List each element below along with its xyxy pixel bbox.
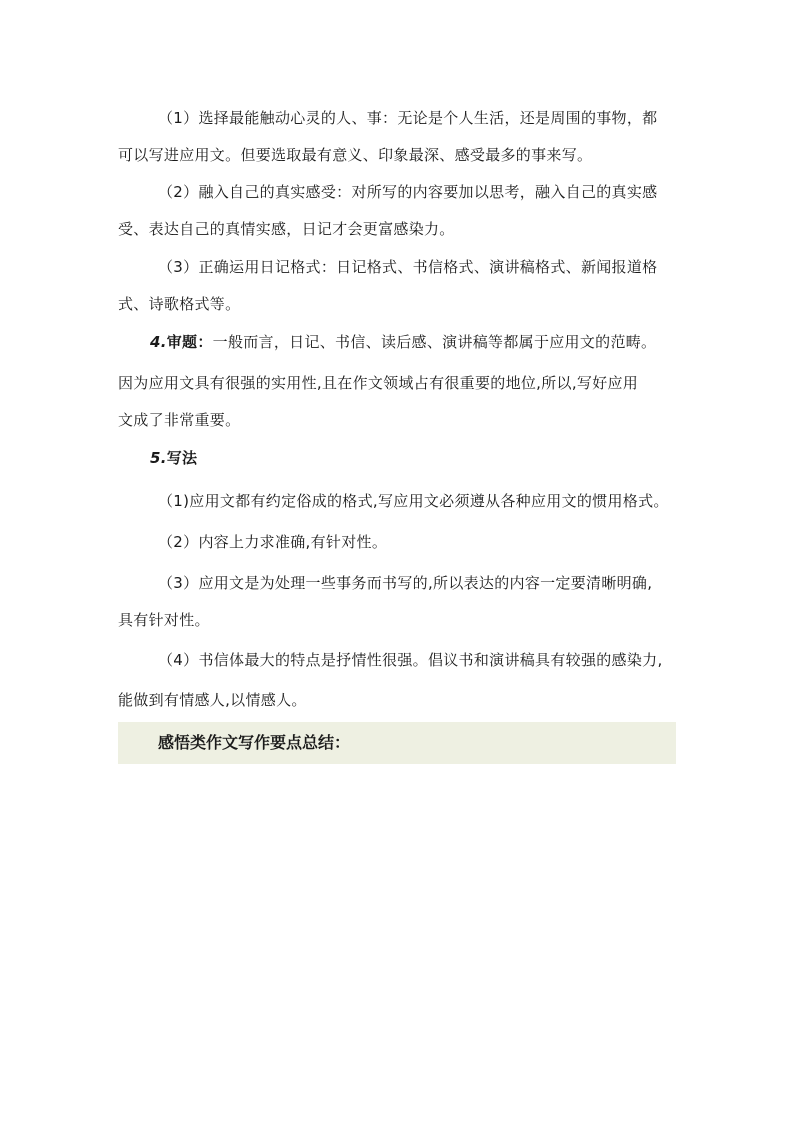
method-item4-line2: 能做到有情感人,以情感人。 (118, 691, 307, 709)
review-heading-line (150, 332, 716, 352)
review-number: 4. (150, 333, 167, 351)
point1-line2: 可以写进应用文。但要选取最有意义、印象最深、感受最多的事来写。 (118, 146, 593, 164)
method-item3-line1: （3）应用文是为处理一些事务而书写的,所以表达的内容一定要清晰明确, (158, 574, 653, 592)
review-label: 审题： (166, 333, 213, 351)
review-line3: 文成了非常重要。 (118, 411, 241, 429)
method-heading (150, 448, 716, 468)
review-line1-text: 一般而言，日记、书信、读后感、演讲稿等都属于应用文的范畴。 (212, 333, 657, 351)
method-number: 5. (150, 449, 167, 467)
method-item4-line1: （4）书信体最大的特点是抒情性很强。倡议书和演讲稿具有较强的感染力, (158, 651, 663, 669)
summary-banner-title: 感悟类作文写作要点总结： (158, 733, 351, 752)
point3-line1: （3）正确运用日记格式：日记格式、书信格式、演讲稿格式、新闻报道格 (158, 258, 658, 276)
method-item3-line2: 具有针对性。 (118, 611, 210, 629)
method-label: 写法 (166, 449, 198, 467)
point2-line1: （2）融入自己的真实感受：对所写的内容要加以思考，融入自己的真实感 (158, 183, 658, 201)
point3-line2: 式、诗歌格式等。 (118, 295, 241, 313)
point2-line2: 受、表达自己的真情实感，日记才会更富感染力。 (118, 220, 455, 238)
method-item1: （1)应用文都有约定俗成的格式,写应用文必须遵从各种应用文的惯用格式。 (158, 492, 669, 510)
summary-banner (118, 722, 676, 764)
method-item2: （2）内容上力求准确,有针对性。 (158, 533, 388, 551)
review-line2: 因为应用文具有很强的实用性,且在作文领域占有很重要的地位,所以,写好应用 (118, 374, 639, 392)
point1-line1: （1）选择最能触动心灵的人、事：无论是个人生活，还是周围的事物，都 (158, 109, 658, 127)
